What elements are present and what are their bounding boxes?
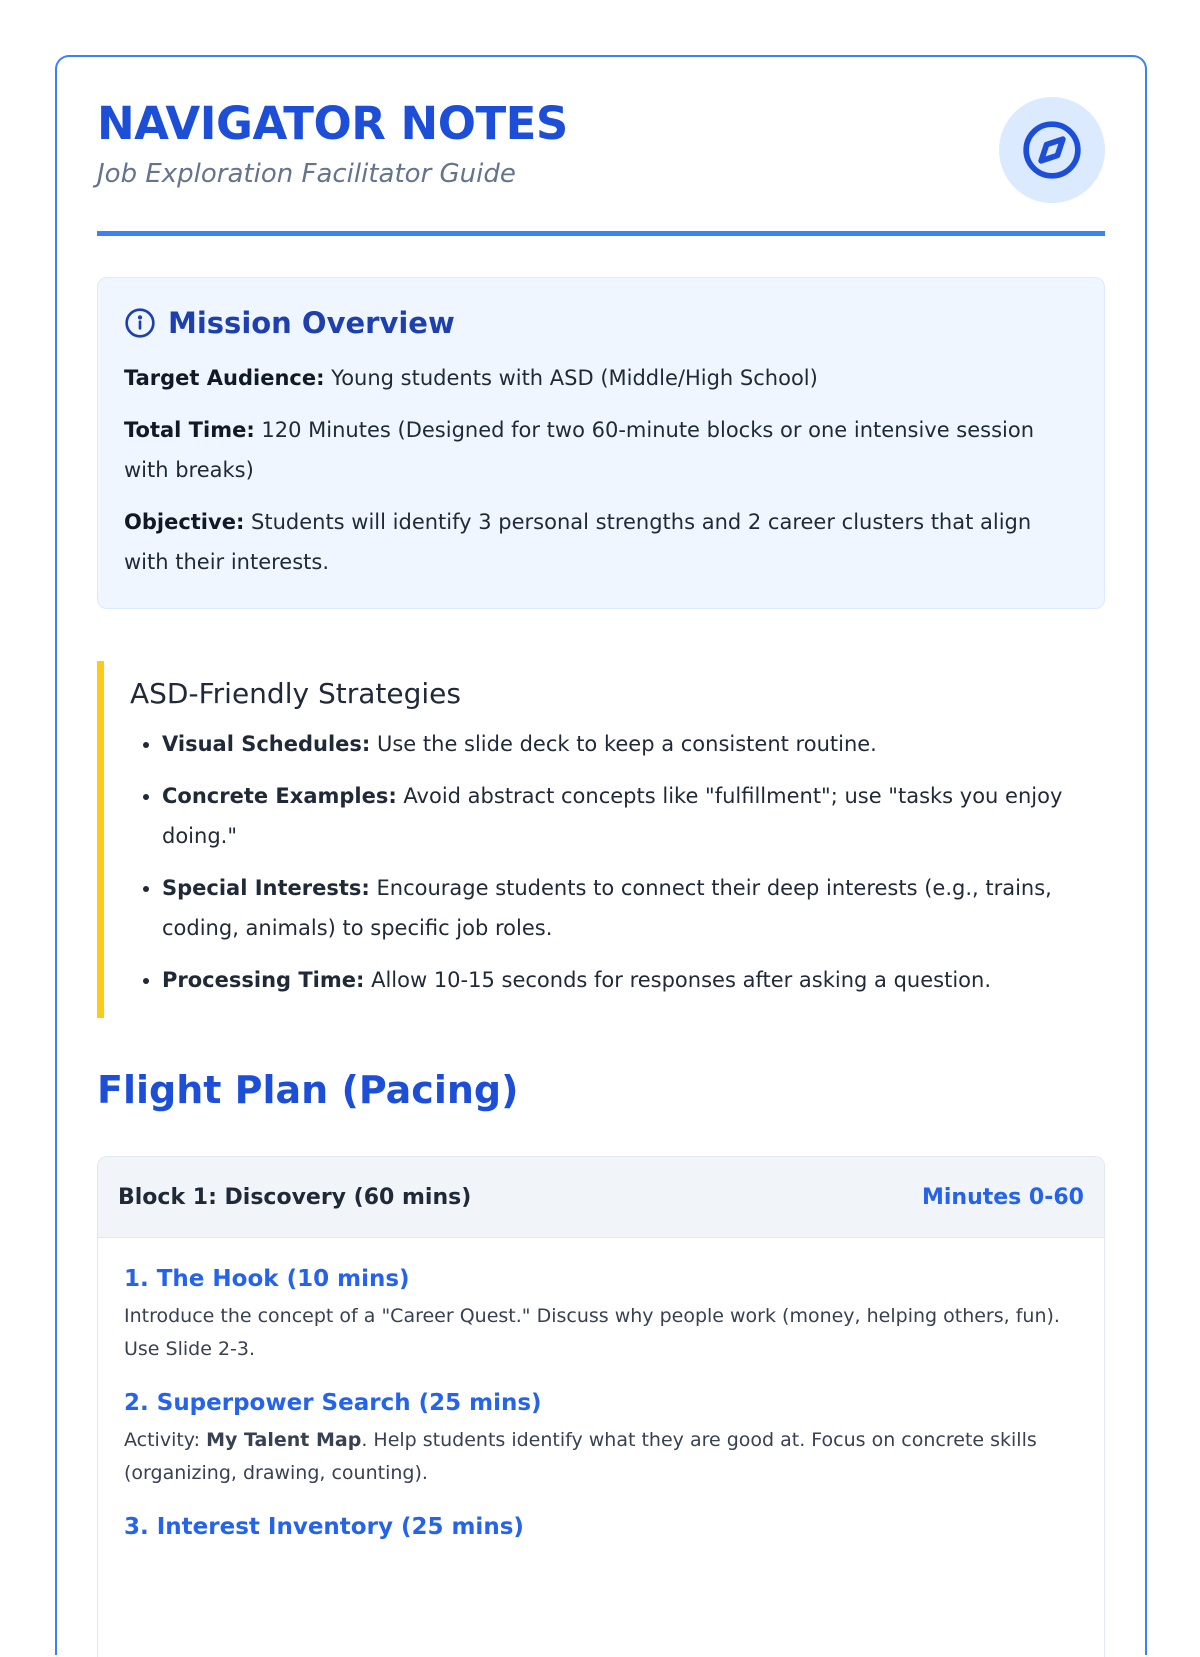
- mission-total-time: Total Time: 120 Minutes (Designed for two 60-minute blocks or one intensive session with breaks): [124, 418, 1035, 482]
- pacing-step: [124, 1390, 1078, 1490]
- mission-overview-panel: [97, 277, 1105, 609]
- step-title: 2. Superpower Search (25 mins): [124, 1390, 542, 1416]
- step-title: 3. Interest Inventory (25 mins): [124, 1514, 524, 1540]
- mission-target-audience: Target Audience: Young students with ASD (Middle/High School): [124, 366, 818, 390]
- step-description: Activity: My Talent Map. Help students identify what they are good at. Focus on concrete skills (organizing, drawing, counting).: [124, 1429, 1037, 1484]
- pacing-step: [124, 1266, 1078, 1366]
- info-icon: [124, 307, 156, 339]
- block-1-title: Block 1: Discovery (60 mins): [118, 1184, 472, 1210]
- compass-icon: [1021, 119, 1083, 181]
- page-subtitle: Job Exploration Facilitator Guide: [97, 158, 516, 189]
- guide-card: [55, 55, 1147, 1655]
- strategy-item: • Special Interests: Encourage students to connect their deep interests (e.g., trains, coding, animals) to specific job roles.: [162, 868, 1105, 948]
- mission-heading: [124, 306, 1078, 340]
- strategies-list: [130, 724, 1105, 1000]
- mission-heading-label: Mission Overview: [168, 306, 455, 340]
- strategies-heading: ASD-Friendly Strategies: [130, 677, 461, 710]
- guide-header: [97, 99, 1105, 236]
- step-title: 1. The Hook (10 mins): [124, 1266, 410, 1292]
- strategy-item: • Processing Time: Allow 10-15 seconds for responses after asking a question.: [162, 960, 1105, 1000]
- mission-objective: Objective: Students will identify 3 personal strengths and 2 career clusters that align with their interests.: [124, 510, 1032, 574]
- pacing-step: [124, 1514, 1078, 1540]
- step-description: Introduce the concept of a "Career Quest." Discuss why people work (money, helping others, fun). Use Slide 2-3.: [124, 1305, 1060, 1360]
- flight-plan-heading: Flight Plan (Pacing): [97, 1068, 519, 1112]
- block-1-header: [98, 1157, 1104, 1238]
- strategies-callout: [97, 661, 1105, 1018]
- strategy-item: • Visual Schedules: Use the slide deck to keep a consistent routine.: [162, 724, 1105, 764]
- strategy-item: • Concrete Examples: Avoid abstract concepts like "fulfillment"; use "tasks you enjoy doing.": [162, 776, 1105, 856]
- page-title: NAVIGATOR NOTES: [97, 97, 568, 150]
- block-1-body: [98, 1238, 1104, 1540]
- block-1-range: Minutes 0-60: [921, 1184, 1084, 1210]
- block-1-panel: [97, 1156, 1105, 1657]
- compass-logo: [999, 97, 1105, 203]
